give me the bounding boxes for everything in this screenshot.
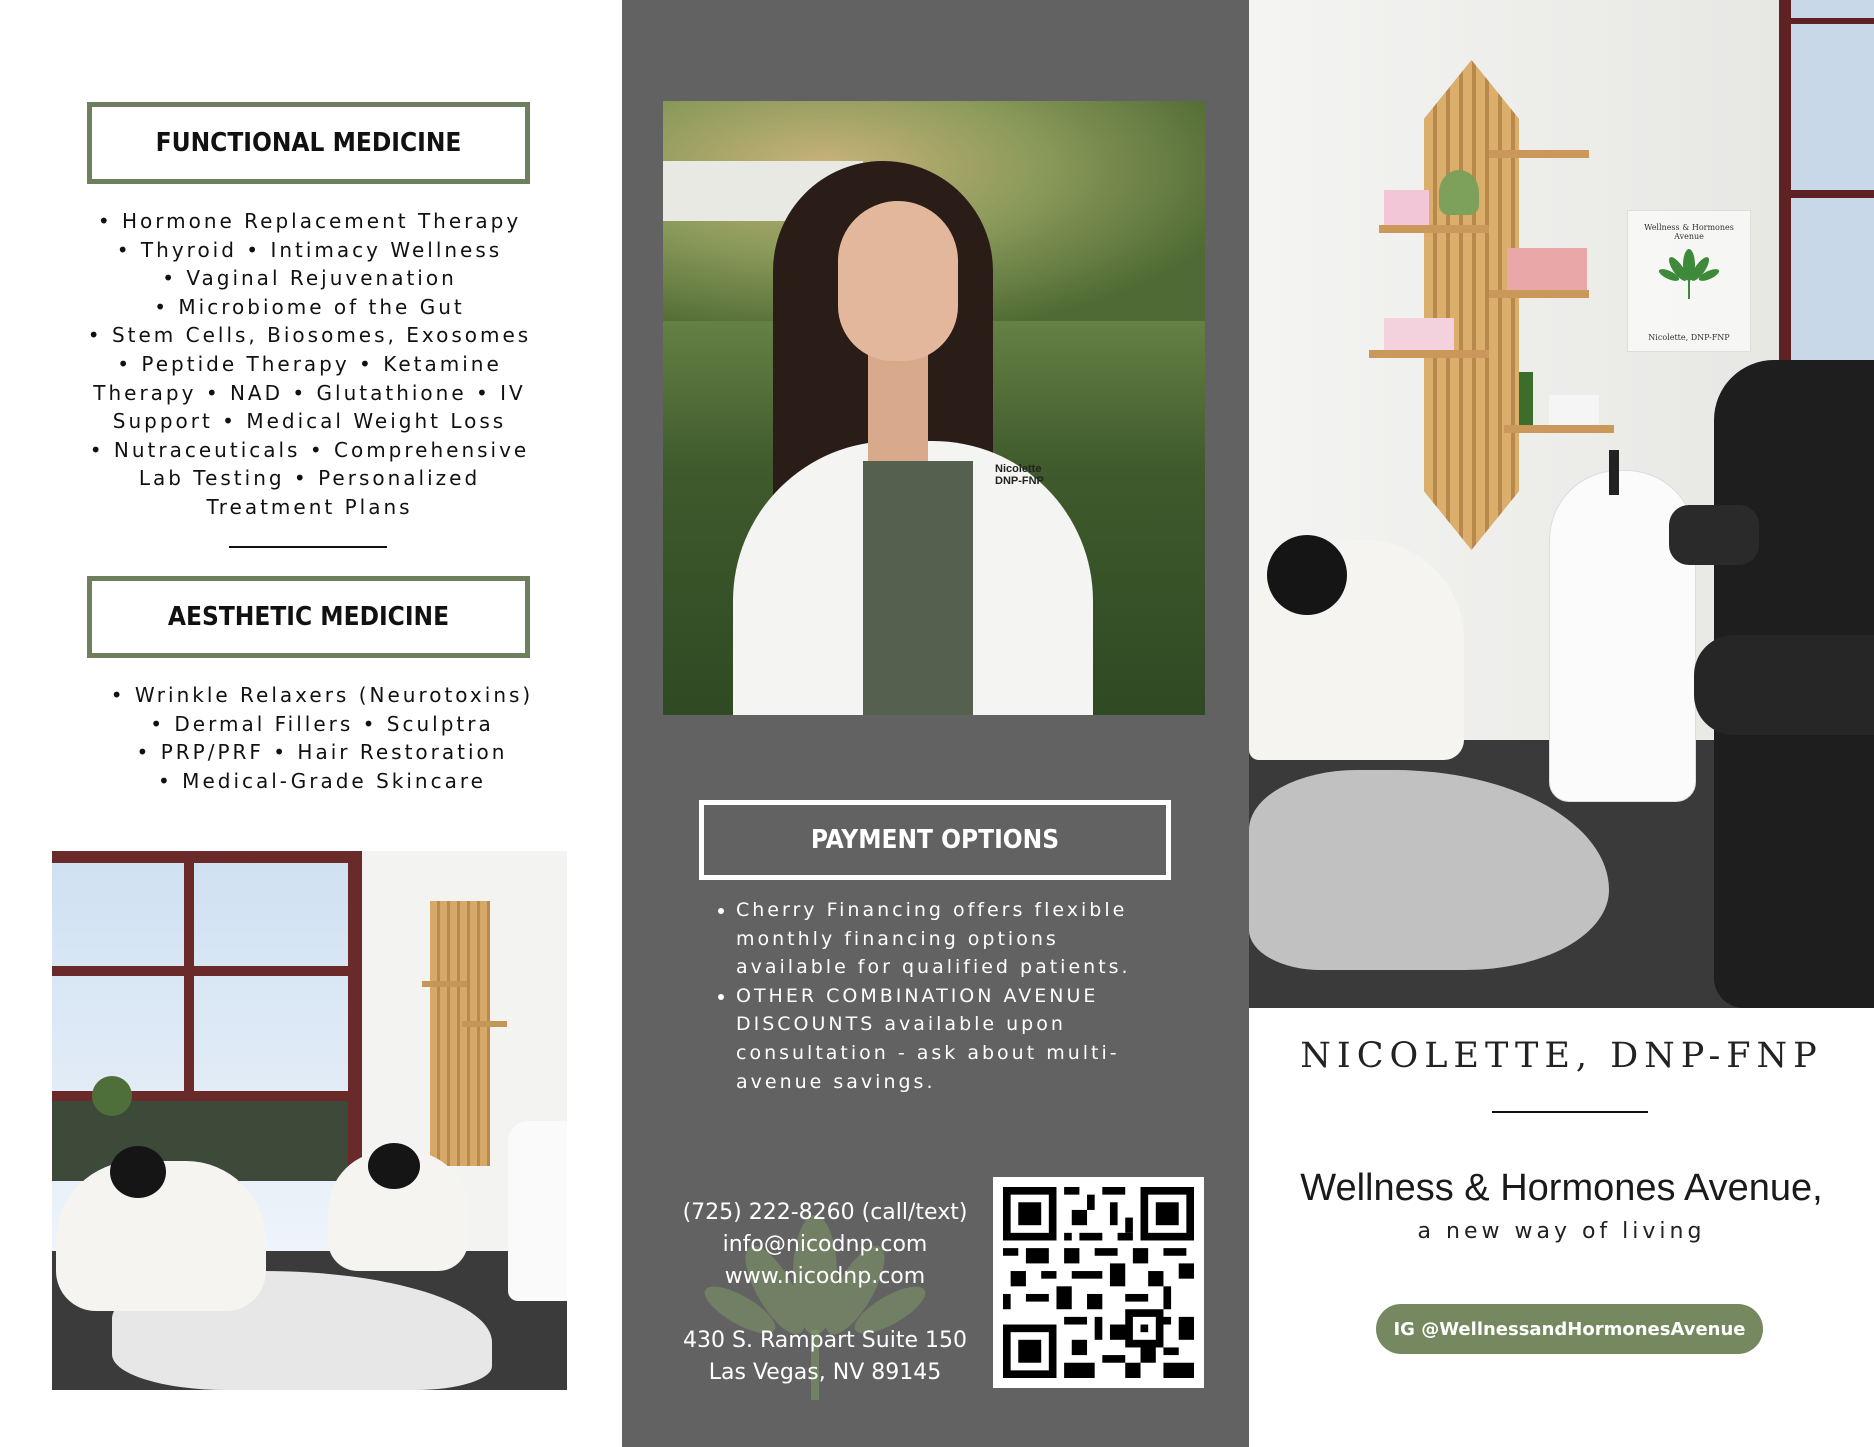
list-item: • Vaginal Rejuvenation (162, 266, 457, 291)
functional-medicine-heading: FUNCTIONAL MEDICINE (87, 102, 530, 184)
instagram-handle-button[interactable]: IG @WellnessandHormonesAvenue (1376, 1304, 1763, 1354)
badge-line: DNP-FNP (995, 475, 1044, 487)
list-item: • OTHER COMBINATION AVENUE DISCOUNTS available upon consultation - ask about multi-avenue savings. (736, 982, 1176, 1096)
badge-line: Nicolette (995, 463, 1042, 475)
list-item: • Medical-Grade Skincare (158, 768, 486, 793)
lotus-logo-icon (1659, 241, 1719, 301)
list-item: Lab Testing • Personalized (138, 466, 481, 491)
wall-sign-name: Nicolette, DNP-FNP (1648, 333, 1730, 342)
payment-options-list (712, 896, 1176, 1096)
clinic-room-photo (52, 851, 567, 1390)
provider-portrait-photo (663, 101, 1205, 715)
list-item: • Stem Cells, Biosomes, Exosomes (87, 323, 532, 348)
list-item: • Thyroid • Intimacy Wellness (116, 237, 503, 262)
list-item: • Peptide Therapy • Ketamine (117, 351, 502, 376)
website-link[interactable]: www.nicodnp.com (724, 1264, 926, 1289)
qr-code-icon (1003, 1187, 1194, 1378)
payment-options-heading: PAYMENT OPTIONS (699, 800, 1171, 880)
list-item: Therapy • NAD • Glutathione • IV (93, 380, 526, 405)
section-divider (229, 546, 387, 548)
coat-name-badge (995, 463, 1044, 487)
provider-name-title: NICOLETTE, DNP-FNP (1300, 1036, 1823, 1076)
wall-sign-title: Wellness & Hormones Avenue (1644, 223, 1734, 241)
list-item: • Wrinkle Relaxers (Neurotoxins) (110, 683, 534, 707)
address-block (655, 1325, 995, 1389)
list-item: Support • Medical Weight Loss (112, 409, 507, 434)
clinic-name: Wellness & Hormones Avenue, (1300, 1167, 1823, 1209)
treatment-room-photo (1249, 0, 1874, 1008)
list-item: • Cherry Financing offers flexible monthly financing options available for qualified patients. (736, 896, 1176, 982)
list-item: • Hormone Replacement Therapy (97, 209, 522, 233)
email-address[interactable]: info@nicodnp.com (722, 1232, 928, 1257)
title-divider (1492, 1111, 1648, 1113)
list-item: • Nutraceuticals • Comprehensive (89, 437, 530, 462)
list-item: • Dermal Fillers • Sculptra (150, 711, 494, 736)
list-item: Treatment Plans (206, 494, 413, 519)
wall-sign (1627, 210, 1751, 352)
aesthetic-medicine-list (52, 681, 592, 795)
list-item: • Microbiome of the Gut (154, 294, 465, 319)
contact-block (655, 1197, 995, 1293)
aesthetic-medicine-heading: AESTHETIC MEDICINE (87, 576, 530, 658)
functional-medicine-list (52, 207, 567, 522)
clinic-tagline: a new way of living (1417, 1219, 1706, 1244)
phone-number[interactable]: (725) 222-8260 (call/text) (682, 1200, 968, 1225)
list-item: • PRP/PRF • Hair Restoration (136, 740, 508, 765)
address-line: Las Vegas, NV 89145 (708, 1360, 942, 1385)
qr-code[interactable] (993, 1177, 1204, 1388)
address-line: 430 S. Rampart Suite 150 (683, 1328, 967, 1353)
